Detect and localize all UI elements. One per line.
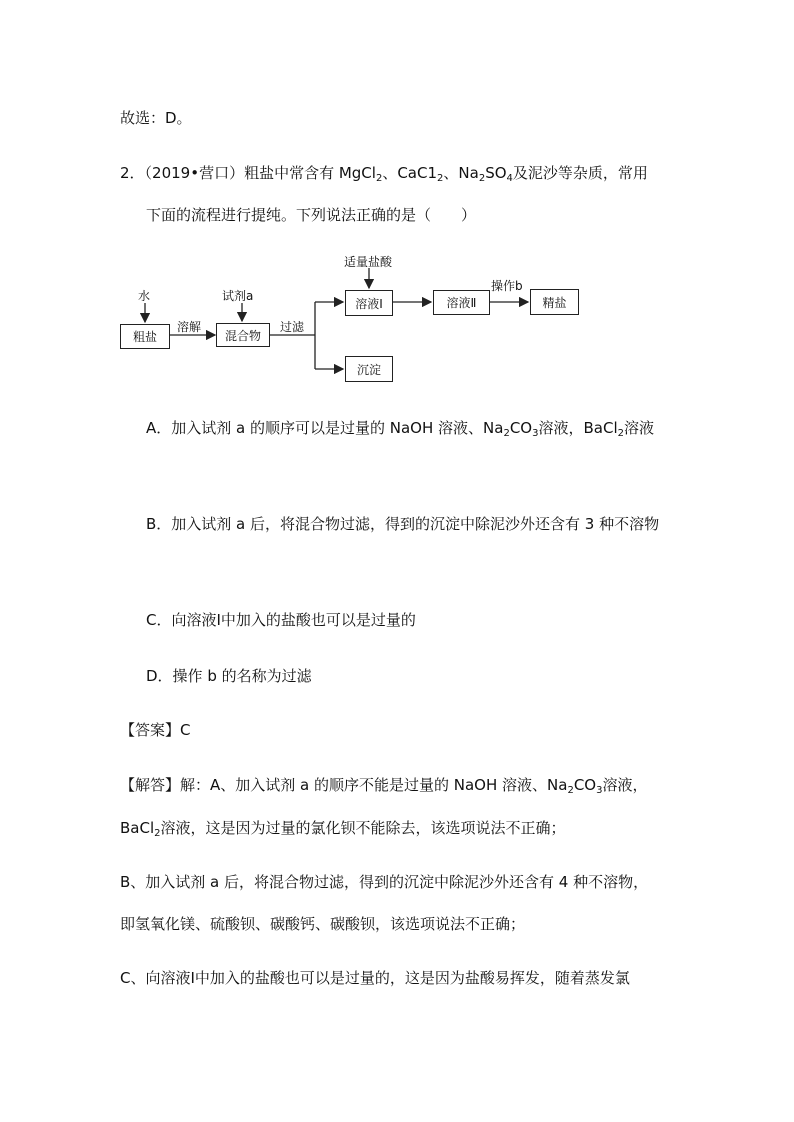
operation-b-label: 操作b [491,279,523,293]
dissolve-label: 溶解 [177,320,202,334]
option-d: D．操作 b 的名称为过滤 [146,667,312,685]
explanation-line-3: B、加入试剂 a 后，将混合物过滤，得到的沉淀中除泥沙外还含有 4 种不溶物， [120,873,649,891]
filter-label: 过滤 [280,320,305,334]
refined-salt-box: 精盐 [530,289,579,315]
water-label: 水 [138,289,151,303]
explanation-line-1: 【解答】解：A、加入试剂 a 的顺序不能是过量的 NaOH 溶液、$Na_2CO_3$溶液， [120,776,648,796]
solution-1-box: 溶液Ⅰ [345,290,393,316]
precipitate-box: 沉淀 [345,356,393,382]
option-c: C．向溶液Ⅰ中加入的盐酸也可以是过量的 [146,611,416,629]
question-line-2: 下面的流程进行提纯。下列说法正确的是（ ） [146,206,477,224]
hcl-label: 适量盐酸 [344,255,393,269]
option-a: A．加入试剂 a 的顺序可以是过量的 NaOH 溶液、$Na_2CO_3$溶液，BaCl$_2$溶液 [146,419,654,439]
mixture-box: 混合物 [216,323,270,347]
explanation-line-5: C、向溶液Ⅰ中加入的盐酸也可以是过量的，这是因为盐酸易挥发，随着蒸发氯 [120,969,630,987]
explanation-line-2: BaCl$_2$溶液，这是因为过量的氯化钡不能除去，该选项说法不正确； [120,819,566,839]
explanation-line-4: 即氢氧化镁、硫酸钡、碳酸钙、碳酸钡，该选项说法不正确； [120,915,526,933]
crude-salt-box: 粗盐 [120,324,170,349]
reagent-a-label: 试剂a [222,289,254,303]
question-line-1: 2．（2019•营口）粗盐中常含有 MgCl$_2$、$CaC1_2$、$Na_2SO_4$及泥沙等杂质，常用 [120,164,648,184]
option-b: B．加入试剂 a 后，将混合物过滤，得到的沉淀中除泥沙外还含有 3 种不溶物 [146,515,660,533]
text-line: 故选：D。 [120,109,192,127]
answer-line: 【答案】C [120,721,191,739]
solution-2-box: 溶液Ⅱ [433,290,490,315]
